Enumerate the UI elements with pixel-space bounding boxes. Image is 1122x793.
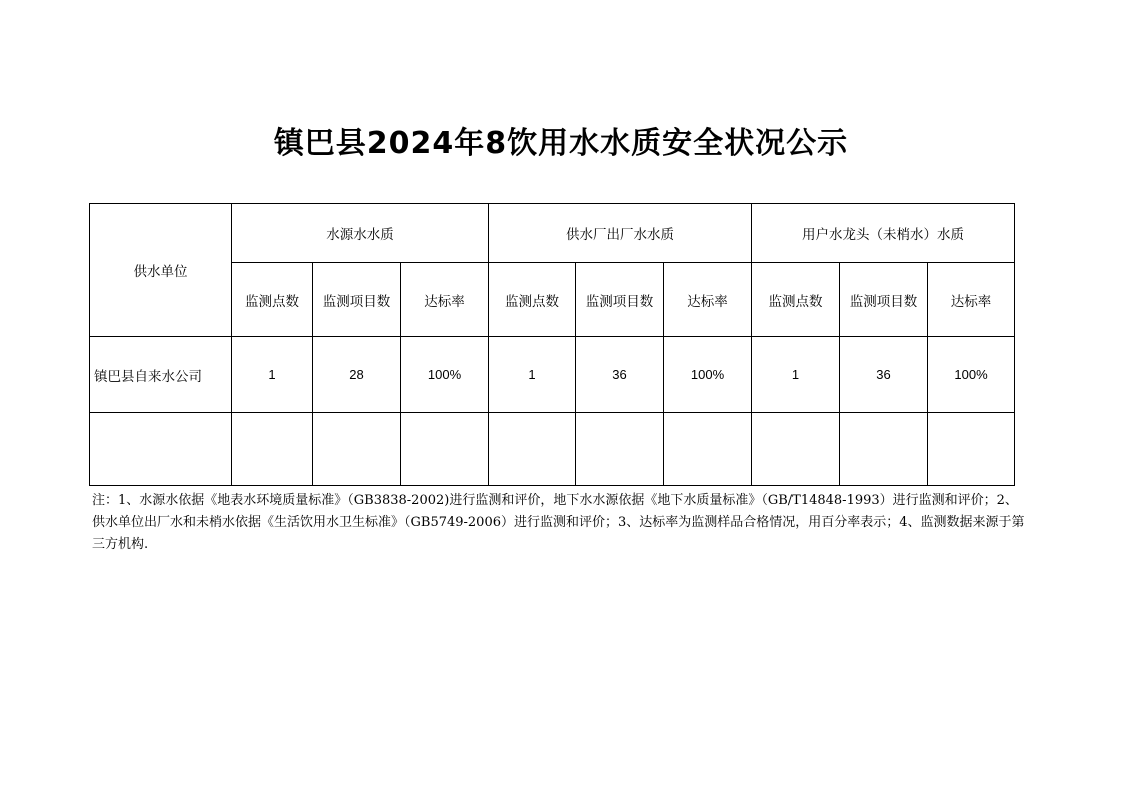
group-header-plant-water: 供水厂出厂水水质 bbox=[489, 204, 752, 263]
group-header-source-water: 水源水水质 bbox=[232, 204, 489, 263]
page-title: 镇巴县2024年8饮用水水质安全状况公示 bbox=[273, 126, 849, 161]
empty-cell bbox=[664, 413, 752, 486]
footnote: 注：1、水源水依据《地表水环境质量标准》（GB3838-2002)进行监测和评价，地下水水源依据《地下水质量标准》（GB/T14848-1993）进行监测和评价；2、供水单位出厂水和未梢水依据《生活饮用水卫生标准》（GB5749-2006）进行监测和评价；3、达标率为监测样品合格情况，用百分率表示；4、监测数据来源于第三方机构. bbox=[92, 493, 1025, 552]
table-row bbox=[90, 337, 1015, 413]
empty-cell bbox=[90, 413, 232, 486]
tap-points-cell: 1 bbox=[752, 337, 840, 413]
plant-rate-cell: 100% bbox=[664, 337, 752, 413]
table-header-row bbox=[90, 204, 1015, 263]
tap-items-cell: 36 bbox=[840, 337, 928, 413]
source-points-cell: 1 bbox=[232, 337, 313, 413]
empty-cell bbox=[576, 413, 664, 486]
empty-cell bbox=[752, 413, 840, 486]
source-items-cell: 28 bbox=[313, 337, 401, 413]
subheader-items: 监测项目数 bbox=[576, 263, 664, 337]
tap-rate-cell: 100% bbox=[928, 337, 1015, 413]
group-header-tap-water: 用户水龙头（未梢水）水质 bbox=[752, 204, 1015, 263]
subheader-points: 监测点数 bbox=[752, 263, 840, 337]
empty-cell bbox=[840, 413, 928, 486]
subheader-points: 监测点数 bbox=[232, 263, 313, 337]
subheader-items: 监测项目数 bbox=[840, 263, 928, 337]
water-quality-table bbox=[89, 203, 1015, 486]
empty-cell bbox=[489, 413, 576, 486]
unit-name-cell: 镇巴县自来水公司 bbox=[90, 337, 232, 413]
subheader-rate: 达标率 bbox=[928, 263, 1015, 337]
empty-cell bbox=[232, 413, 313, 486]
empty-cell bbox=[401, 413, 489, 486]
plant-points-cell: 1 bbox=[489, 337, 576, 413]
subheader-rate: 达标率 bbox=[401, 263, 489, 337]
source-rate-cell: 100% bbox=[401, 337, 489, 413]
table-row-empty bbox=[90, 413, 1015, 486]
subheader-points: 监测点数 bbox=[489, 263, 576, 337]
empty-cell bbox=[313, 413, 401, 486]
subheader-rate: 达标率 bbox=[664, 263, 752, 337]
plant-items-cell: 36 bbox=[576, 337, 664, 413]
subheader-items: 监测项目数 bbox=[313, 263, 401, 337]
empty-cell bbox=[928, 413, 1015, 486]
unit-header: 供水单位 bbox=[90, 204, 232, 337]
